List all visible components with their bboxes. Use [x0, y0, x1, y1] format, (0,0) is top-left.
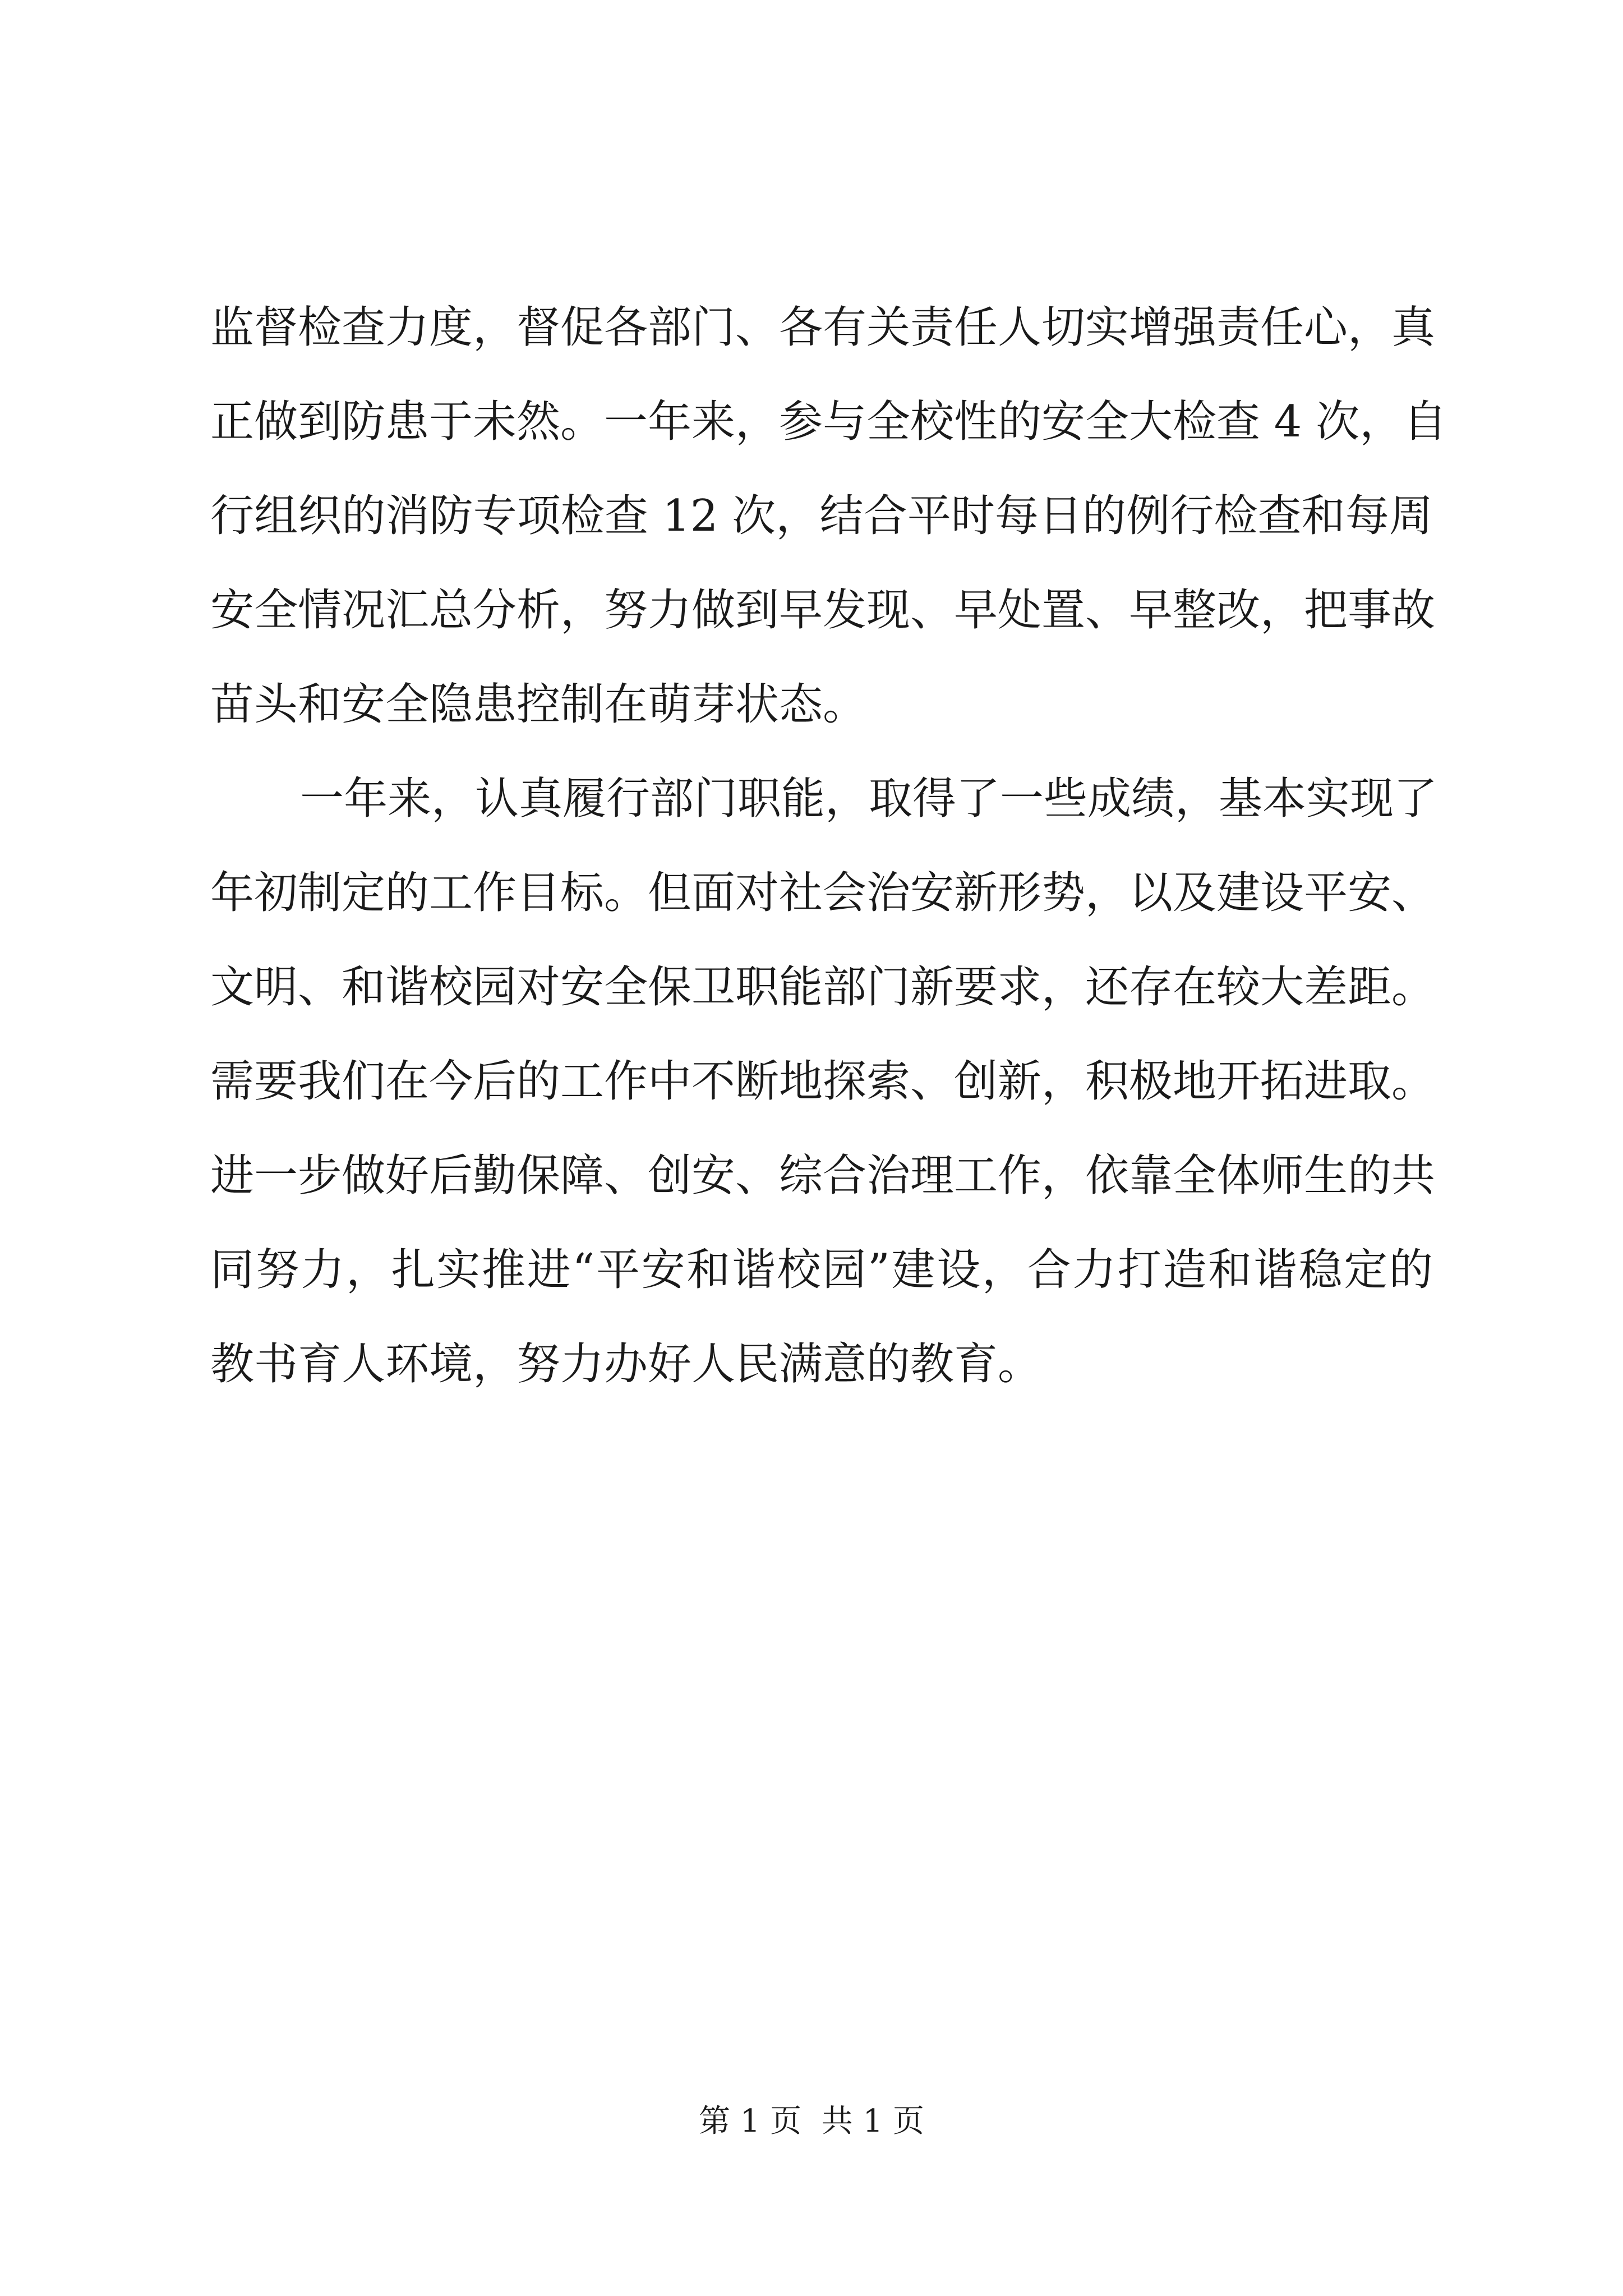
text-line: 进一步做好后勤保障、创安、综合治理工作，依靠全体师生的共 — [210, 1151, 1436, 1201]
text-line: 行组织的消防专项检查 12 次，结合平时每日的例行检查和每周 — [210, 491, 1433, 541]
text-line: 苗头和安全隐患控制在萌芽状态。 — [210, 679, 867, 730]
paragraph-2 — [210, 752, 1438, 1411]
document-body — [210, 280, 1447, 1411]
text-line: 一年来，认真履行部门职能，取得了一些成绩，基本实现了 — [300, 774, 1438, 824]
paragraph-1 — [210, 280, 1447, 752]
text-line: 同努力，扎实推进“平安和谐校园”建设，合力打造和谐稳定的 — [210, 1245, 1433, 1295]
text-line: 教书育人环境，努力办好人民满意的教育。 — [210, 1339, 1042, 1389]
text-line: 正做到防患于未然。一年来，参与全校性的安全大检查 4 次，自 — [210, 397, 1447, 447]
text-line: 监督检查力度，督促各部门、各有关责任人切实增强责任心，真 — [210, 302, 1436, 353]
page-footer: 第 1 页 共 1 页 — [698, 2103, 925, 2139]
text-line: 需要我们在今后的工作中不断地探索、创新，积极地开拓进取。 — [210, 1056, 1436, 1107]
text-line: 文明、和谐校园对安全保卫职能部门新要求，还存在较大差距。 — [210, 962, 1436, 1013]
text-line: 年初制定的工作目标。但面对社会治安新形势，以及建设平安、 — [210, 868, 1436, 918]
text-line: 安全情况汇总分析，努力做到早发现、早处置、早整改，把事故 — [210, 585, 1436, 636]
